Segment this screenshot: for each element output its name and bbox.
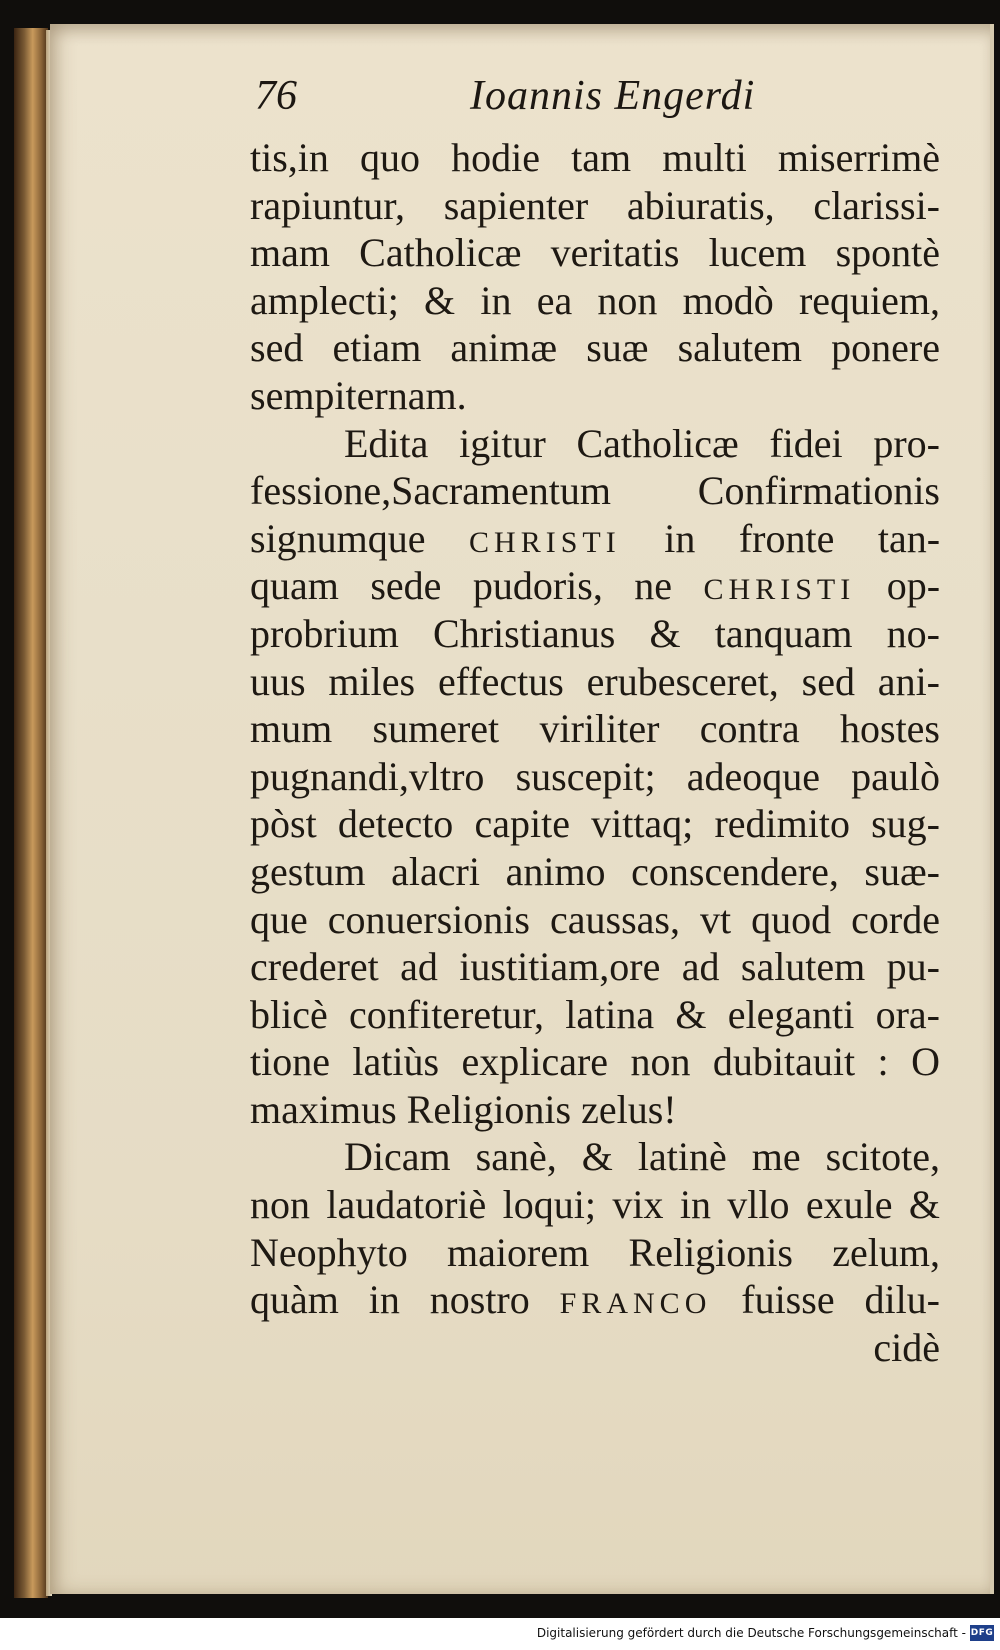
- text-segment: in fronte tan-: [664, 515, 941, 561]
- text-line: [250, 562, 940, 610]
- text-line: tione latiùs explicare non dubitauit : O: [250, 1039, 940, 1085]
- page-header: [255, 72, 815, 132]
- running-title: Ioannis Engerdi: [470, 73, 756, 119]
- text-line: mam Catholicæ veritatis lucem spontè: [250, 230, 940, 276]
- text-line: probrium Christianus & tanquam no-: [250, 610, 940, 656]
- text-segment: quàm in nostro: [250, 1277, 530, 1323]
- text-line: gestum alacri animo conscendere, suæ-: [250, 848, 940, 894]
- text-line: que conuersionis caussas, vt quod corde: [250, 896, 940, 942]
- catchword: cidè: [873, 1324, 940, 1370]
- text-line: [250, 515, 940, 563]
- small-caps-name: CHRISTI: [469, 525, 621, 559]
- funding-notice: Digitalisierung gefördert durch die Deutsche Forschungsgemeinschaft -: [536, 1626, 966, 1640]
- text-line: mum sumeret viriliter contra hostes: [250, 706, 940, 752]
- dfg-logo: DFG: [970, 1625, 994, 1641]
- text-segment: op-: [886, 563, 941, 609]
- text-segment: signumque: [250, 515, 426, 561]
- book-spine: [14, 28, 48, 1598]
- text-line: [250, 1276, 940, 1324]
- text-line: amplecti; & in ea non modò requiem,: [250, 277, 940, 323]
- page-number: 76: [255, 73, 297, 119]
- text-segment: fuisse dilu-: [741, 1277, 941, 1323]
- text-line: tis,in quo hodie tam multi miserrimè: [250, 135, 940, 180]
- small-caps-name: FRANCO: [559, 1287, 712, 1321]
- text-line: sempiternam.: [250, 372, 467, 418]
- text-line: Dicam sanè, & latinè me scitote,: [344, 1134, 940, 1180]
- text-line: maximus Religionis zelus!: [250, 1086, 677, 1132]
- text-line: Edita igitur Catholicæ fidei pro-: [344, 420, 940, 466]
- body-text: [250, 134, 940, 1371]
- text-line: fessione,Sacramentum Confirmationis: [250, 468, 940, 514]
- text-line: sed etiam animæ suæ salutem ponere: [250, 325, 940, 371]
- text-line: pòst detecto capite vittaq; redimito sug-: [250, 801, 940, 847]
- footer-bar: [0, 1618, 1000, 1650]
- page-edge: [990, 24, 994, 1594]
- text-line: rapiuntur, sapienter abiuratis, clarissi-: [250, 182, 940, 228]
- small-caps-name: CHRISTI: [703, 573, 856, 607]
- text-line: uus miles effectus erubesceret, sed ani-: [250, 658, 940, 704]
- text-line: crederet ad iustitiam,ore ad salutem pu-: [250, 944, 940, 990]
- text-line: Neophyto maiorem Religionis zelum,: [250, 1229, 940, 1275]
- text-line: blicè confiteretur, latina & eleganti ora-: [250, 991, 940, 1037]
- text-line: non laudatoriè loqui; vix in vllo exule &: [250, 1182, 940, 1228]
- text-segment: quam sede pudoris, ne: [250, 563, 673, 609]
- text-line: pugnandi,vltro suscepit; adeoque paulò: [250, 753, 940, 799]
